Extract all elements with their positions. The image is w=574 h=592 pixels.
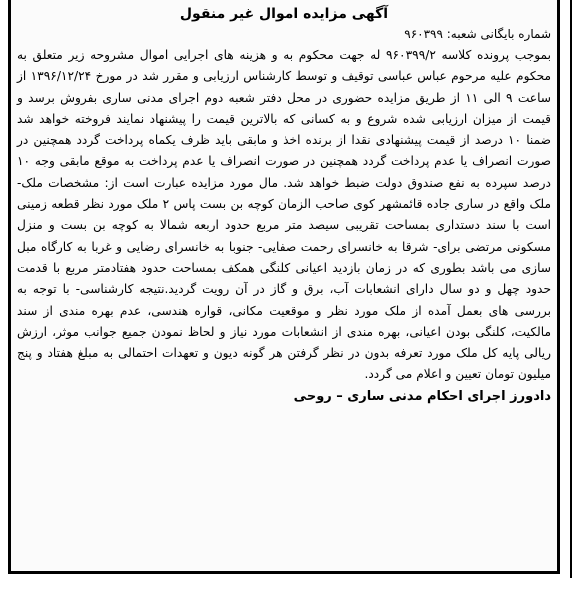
notice-title: آگهی مزایده اموال غیر منقول xyxy=(179,6,389,22)
case-number: شماره بایگانی شعبه: ۹۶۰۳۹۹ xyxy=(404,27,551,41)
auction-notice xyxy=(8,0,560,574)
notice-signature: دادورز اجرای احکام مدنی ساری – روحی xyxy=(293,388,551,404)
notice-body: بموجب پرونده کلاسه ۹۶۰۳۹۹/۲ له جهت محکوم به و هزینه های اجرایی اموال مشروحه زیر متعلق به محکوم علیه مرحوم عباس عباسی توقیف و توسط کارشناس ارزیابی و مقرر شد در مورخ ۱۳۹۶/۱۲/۲۴ از ساعت ۹ الی ۱۱ از طریق مزایده حضوری در محل دفتر شعبه دوم اجرای مدنی ساری بفروش برسد و قیمت از میزان ارزیابی شده شروع و به کسانی که بالاترین قیمت را پیشنهاد نمایند فروخته خواهد شد ضمنا ۱۰ درصد از قیمت پیشنهادی نقدا از برنده اخذ و مابقی باید ظرف یکماه پرداخت گردد همچنین در صورت انصراف یا عدم پرداخت گردد همچنین در صورت انصراف یا عدم پرداخت به موقع مابقی وجه ۱۰ درصد سپرده به نفع صندوق دولت ضبط خواهد شد. مال مورد مزایده عبارت است از: مشخصات ملک- ملک واقع در ساری جاده قائمشهر کوی صاحب الزمان کوچه بن بست پاس ۲ ملک مورد نظر قطعه زمینی است با سند دستداری بمساحت تقریبی سیصد متر مربع حدود اربعه شمالا به کوچه بن بست و منزل مسکونی مرتضی برای- شرقا به خانسرای رحمت صفایی- جنوبا به خانسرای رضایی و غربا به کارگاه مبل سازی می باشد بطوری که در زمان بازدید اعیانی کلنگی همکف بمساحت حدود هفتادمتر مربع با قدمت حدود چهل و دو سال دارای انشعابات آب، برق و گاز در آن رویت گردید.نتیجه کارشناسی- با توجه به بررسی های بعمل آمده از ملک مورد نظر و موقعیت مکانی، قواره هندسی، عدم بهره مندی از سند مالکیت، کلنگی بودن اعیانی، بهره مندی از انشعابات مورد نیاز و لحاظ نمودن جمیع جوانب موثر، ارزش ریالی پایه کل ملک مورد تعرفه بدون در نظر گرفتن هر گونه دیون و تعهدات احتمالی به مبلغ هفتاد و پنج میلیون تومان تعیین و اعلام می گردد. xyxy=(17,48,551,382)
notice-content xyxy=(17,4,551,567)
page-edge-rule xyxy=(570,0,572,578)
